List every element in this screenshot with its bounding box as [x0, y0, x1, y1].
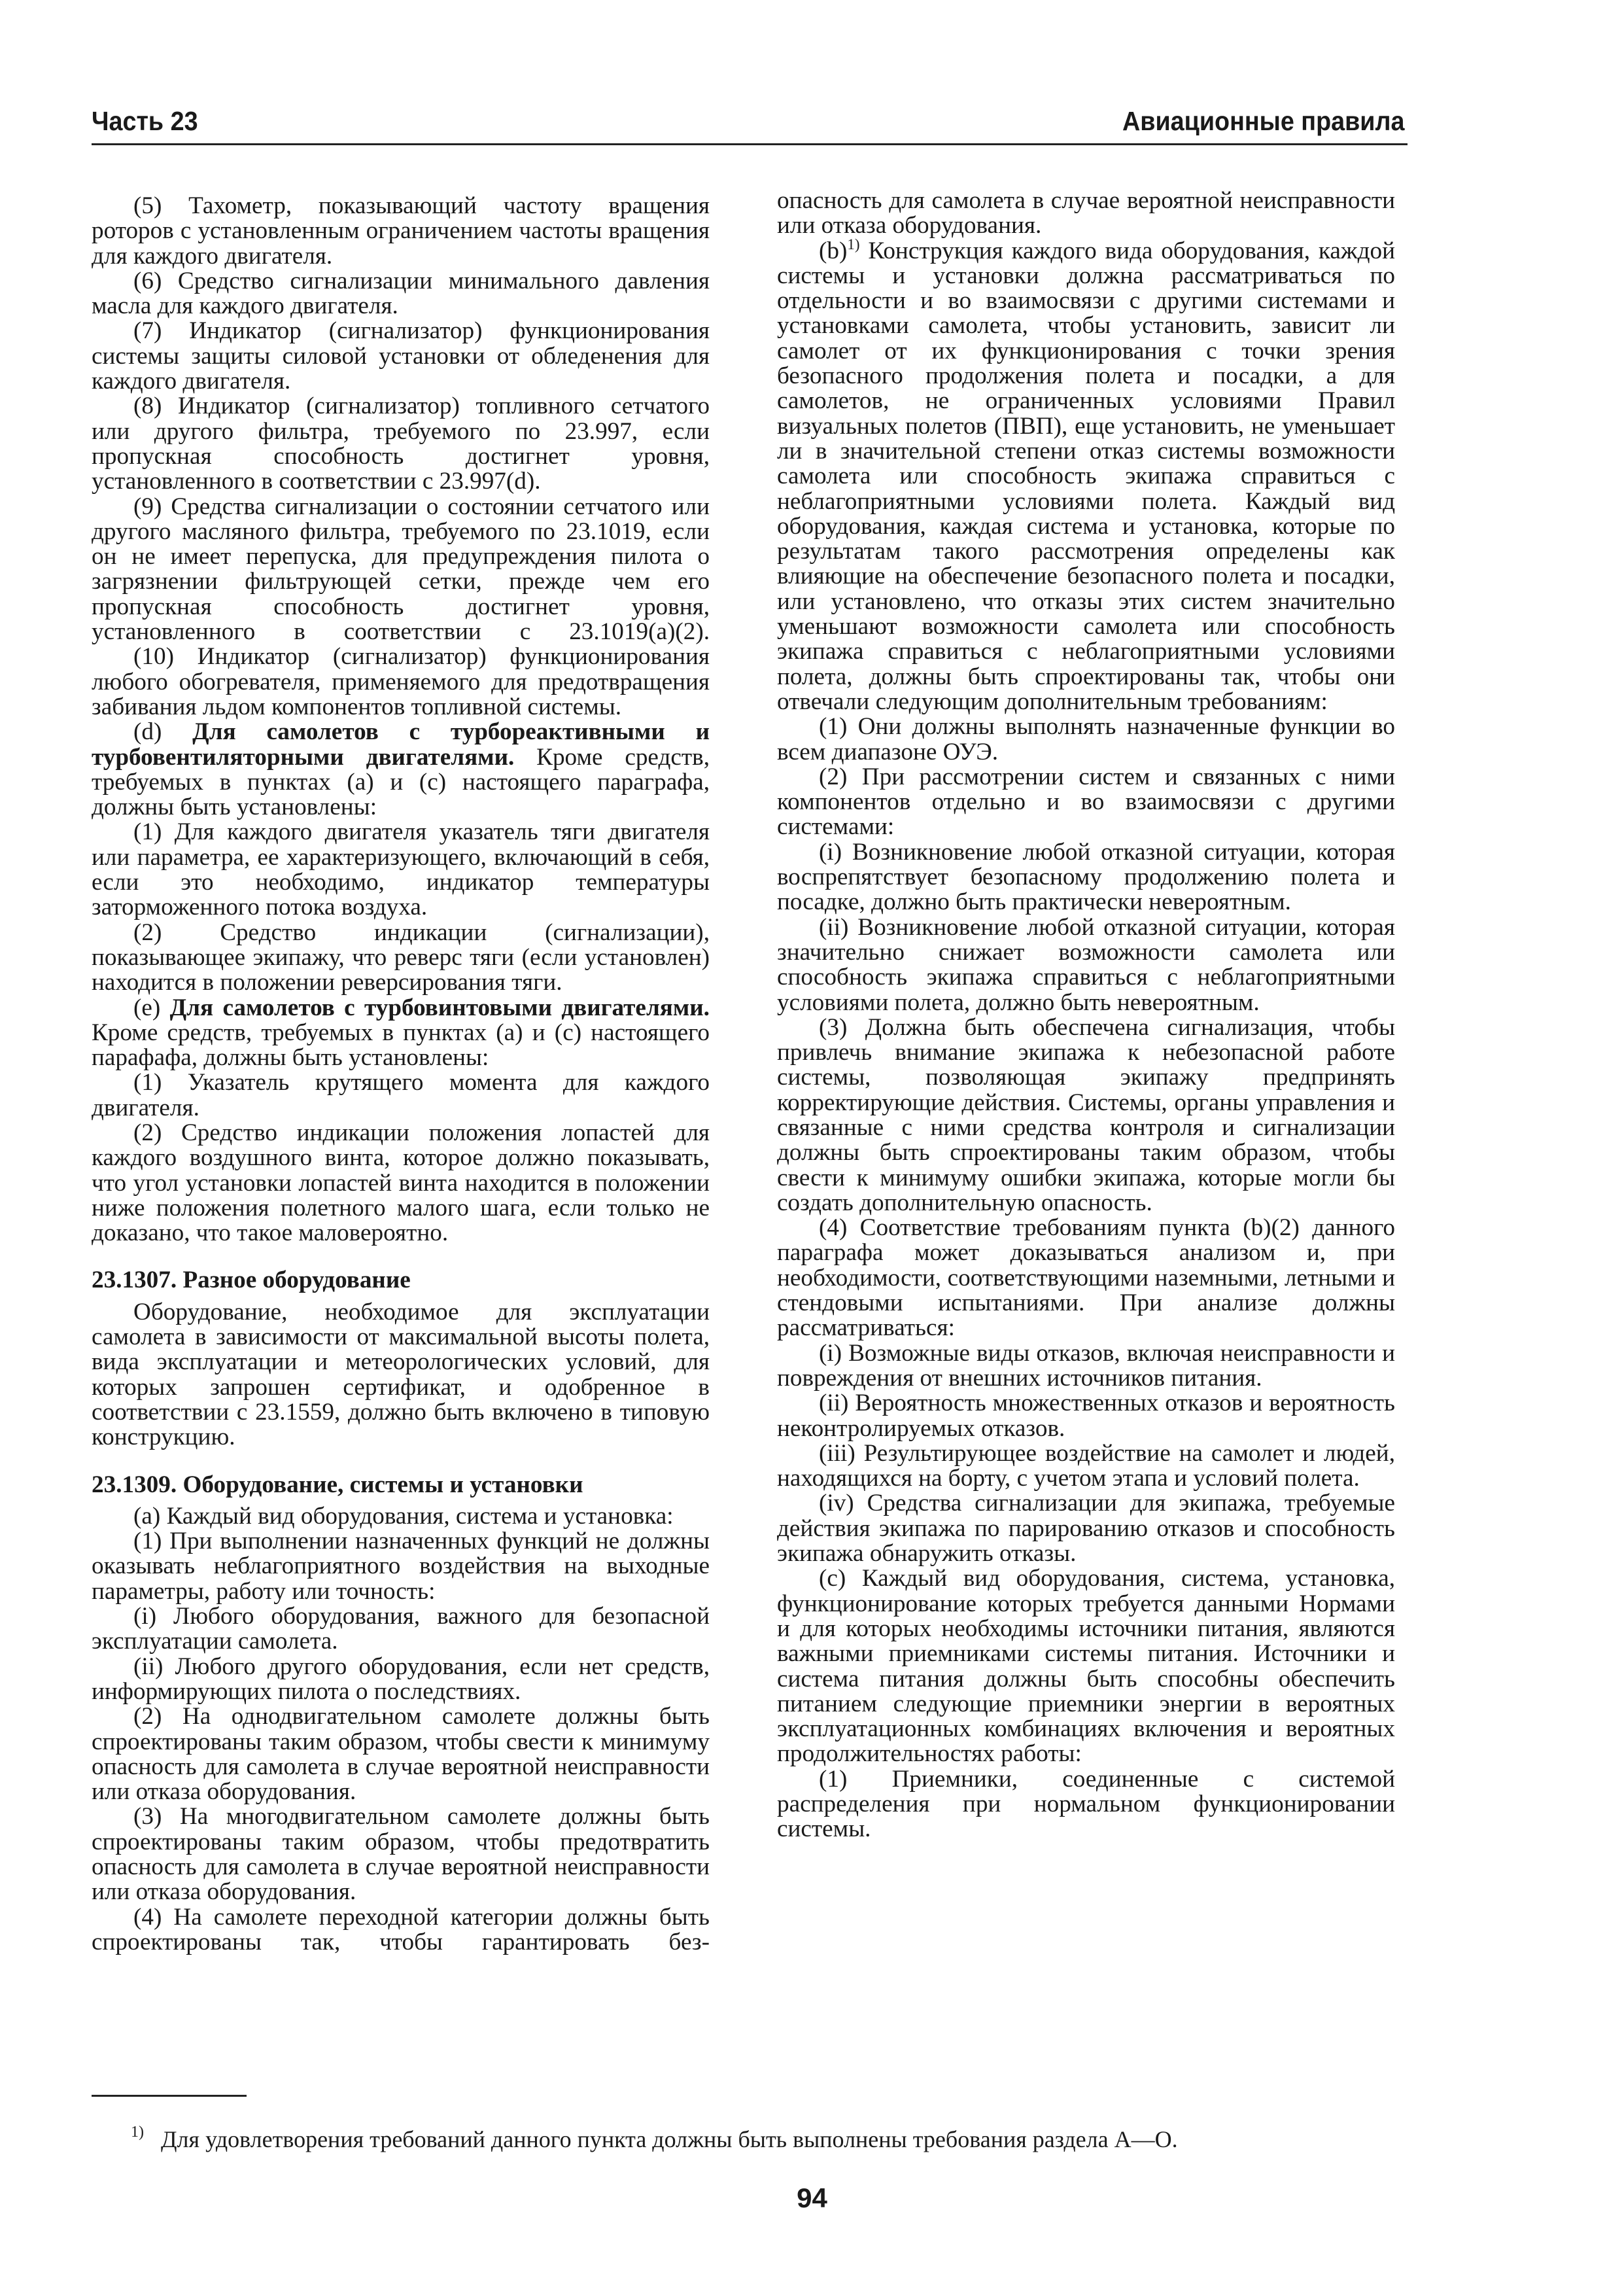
- paragraph-text: Кроме средств, требуемых в пунктах (a) и (c) настоящего парафафа, должны быть установлены:: [92, 1019, 710, 1072]
- paragraph: (a) Каждый вид оборудования, система и установка:: [133, 1502, 674, 1530]
- paragraph: (iv) Средства сигнализации для экипажа, требуемые действия экипажа по парированию отказов и способность экипажа обнаружить отказы.: [777, 1490, 1395, 1568]
- right-column: [777, 188, 1395, 1842]
- page-number: 94: [797, 2182, 827, 2213]
- bold-heading: Для самолетов с турбовинтовыми двигателями.: [169, 994, 710, 1021]
- header-rule: [92, 143, 1408, 145]
- left-column: [92, 188, 710, 1955]
- paragraph: (1) При выполнении назначенных функций не должны оказывать неблагоприятного воздействия на выходные параметры, работу или точность:: [92, 1528, 710, 1605]
- paragraph: Оборудование, необходимое для эксплуатации самолета в зависимости от максимальной высоты полета, вида эксплуатации и метеорологических условий, для которых запрошен сертификат, и одобренное в соответствии с 23.1559, должно быть включено в типовую конструкцию.: [92, 1298, 710, 1451]
- paragraph-prefix: (e): [133, 994, 170, 1021]
- footnote: [131, 2126, 1373, 2152]
- part-title: Часть 23: [92, 106, 198, 136]
- paragraph-text: Кроме средств, требуемых в пунктах (a) и (c) настоящего параграфа, должны быть установлены:: [92, 743, 710, 821]
- paragraph: (9) Средства сигнализации о состоянии сетчатого или другого масляного фильтра, требуемого по 23.1019, если он не имеет перепуска, для предупреждения пилота о загрязнении фильтрующей сетки, прежде чем его пропускная способность достигнет уровня, установленного в соответствии с 23.1019(a)(2).: [92, 493, 710, 646]
- paragraph: (1) Они должны выполнять назначенные функции во всем диапазоне ОУЭ.: [777, 713, 1395, 765]
- paragraph: (i) Возможные виды отказов, включая неисправности и повреждения от внешних источников питания.: [777, 1339, 1395, 1392]
- paragraph: (5) Тахометр, показывающий частоту вращения роторов с установленным ограничением частоты вращения для каждого двигателя.: [92, 192, 710, 270]
- paragraph: (2) Средство индикации (сигнализации), показывающее экипажу, что реверс тяги (если установлен) находится в положении реверсирования тяги.: [92, 919, 710, 996]
- paragraph: (i) Любого оборудования, важного для безопасной эксплуатации самолета.: [92, 1603, 710, 1655]
- running-head: [92, 106, 1405, 143]
- paragraph: (c) Каждый вид оборудования, система, установка, функционирование которых требуется данными Нормами и для которых необходимы источники питания, являются важными приемниками системы питания. Источники и система питания должны быть способны обеспечить питанием следующие приемники энергии в вероятных эксплуатационных комбинациях включения и вероятных продолжительностях работы:: [777, 1565, 1395, 1768]
- footnote-marker: 1): [131, 2124, 144, 2141]
- bold-heading: Для самолетов с турбореактивными и турбовентиляторными двигателями.: [92, 718, 710, 771]
- section-heading-1309: 23.1309. Оборудование, системы и установки: [92, 1471, 583, 1498]
- paragraph-prefix: (b): [819, 237, 848, 264]
- paragraph: (2) Средство индикации положения лопастей для каждого воздушного винта, которое должно показывать, что угол установки лопастей винта находится в положении ниже положения полетного малого шага, если только не доказано, что такое маловероятно.: [92, 1119, 710, 1247]
- paragraph: (2) При рассмотрении систем и связанных с ними компонентов отдельно и во взаимосвязи с другими системами:: [777, 763, 1395, 841]
- paragraph-d: [92, 720, 710, 820]
- paragraph: (iii) Результирующее воздействие на самолет и людей, находящихся на борту, с учетом этапа и условий полета.: [777, 1439, 1395, 1492]
- paragraph: (1) Приемники, соединенные с системой распределения при нормальном функционировании системы.: [777, 1765, 1395, 1843]
- section-heading-1307: 23.1307. Разное оборудование: [92, 1267, 411, 1294]
- paragraph-continuation: опасность для самолета в случае вероятной неисправности или отказа оборудования.: [777, 187, 1395, 239]
- paragraph: (i) Возникновение любой отказной ситуации, которая воспрепятствует безопасному продолжению полета и посадке, должно быть практически невероятным.: [777, 838, 1395, 916]
- paragraph: (ii) Вероятность множественных отказов и вероятность неконтролируемых отказов.: [777, 1390, 1395, 1442]
- paragraph: (6) Средство сигнализации минимального давления масла для каждого двигателя.: [92, 267, 710, 320]
- paragraph: (3) Должна быть обеспечена сигнализация, чтобы привлечь внимание экипажа к небезопасной работе системы, позволяющая экипажу предпринять корректирующие действия. Системы, органы управления и связанные с ними средства контроля и сигнализации должны быть спроектированы таким образом, чтобы свести к минимуму ошибки экипажа, которые могли бы создать дополнительную опасность.: [777, 1013, 1395, 1216]
- paragraph: (4) На самолете переходной категории должны быть спроектированы так, чтобы гарантировать без-: [92, 1903, 710, 1955]
- paragraph: (ii) Любого другого оборудования, если нет средств, информирующих пилота о последствиях.: [92, 1653, 710, 1705]
- paragraph: (10) Индикатор (сигнализатор) функционирования любого обогревателя, применяемого для предотвращения забивания льдом компонентов топливной системы.: [92, 643, 710, 720]
- paragraph: (1) Для каждого двигателя указатель тяги двигателя или параметра, ее характеризующего, включающий в себя, если это необходимо, индикатор температуры заторможенного потока воздуха.: [92, 818, 710, 921]
- paragraph: (1) Указатель крутящего момента для каждого двигателя.: [92, 1069, 710, 1121]
- paragraph: (4) Соответствие требованиям пункта (b)(2) данного параграфа может доказываться анализом и, при необходимости, соответствующими наземными, летными и стендовыми испытаниями. При анализе должны рассматриваться:: [777, 1214, 1395, 1342]
- paragraph-text: Конструкция каждого вида оборудования, каждой системы и установки должна рассматриваться по отдельности и во взаимосвязи с другими системами и установками самолета, чтобы установить, зависит ли самолет от их функционирования с точки зрения безопасного продолжения полета и посадки, а для самолетов, не ограниченных условиями Правил визуальных полетов (ПВП), еще установить, не уменьшает ли в значительной степени отказ системы возможности самолета или способность экипажа справиться с неблагоприятными условиями полета. Каждый вид оборудования, каждая система и установка, которые по результатам такого рассмотрения определены как влияющие на обеспечение безопасного полета и посадки, или установлено, что отказы этих систем значительно уменьшают возможности самолета или способность экипажа справиться с неблагоприятными условиями полета, должны быть спроектированы так, чтобы они отвечали следующим дополнительным требованиям:: [777, 237, 1395, 715]
- footnote-rule: [92, 2095, 247, 2097]
- paragraph: (2) На однодвигательном самолете должны быть спроектированы таким образом, чтобы свести к минимуму опасность для самолета в случае вероятной неисправности или отказа оборудования.: [92, 1703, 710, 1806]
- book-title: Авиационные правила: [1122, 106, 1405, 136]
- paragraph: (ii) Возникновение любой отказной ситуации, которая значительно снижает возможности самолета или способность экипажа справиться с неблагоприятными условиями полета, должно быть невероятным.: [777, 913, 1395, 1016]
- paragraph-b: [777, 236, 1395, 715]
- paragraph-e: [92, 996, 710, 1071]
- paragraph-prefix: (d): [133, 718, 193, 746]
- paragraph: (7) Индикатор (сигнализатор) функционирования системы защиты силовой установки от обледенения для каждого двигателя.: [92, 317, 710, 395]
- footnote-text: Для удовлетворения требований данного пункта должны быть выполнены требования раздела A—O.: [161, 2126, 1178, 2152]
- paragraph: (3) На многодвигательном самолете должны быть спроектированы таким образом, чтобы предотвратить опасность для самолета в случае вероятной неисправности или отказа оборудования.: [92, 1803, 710, 1906]
- footnote-reference: 1): [847, 236, 860, 253]
- paragraph: (8) Индикатор (сигнализатор) топливного сетчатого или другого фильтра, требуемого по 23.997, если пропускная способность достигнет уровня, установленного в соответствии с 23.997(d).: [92, 393, 710, 495]
